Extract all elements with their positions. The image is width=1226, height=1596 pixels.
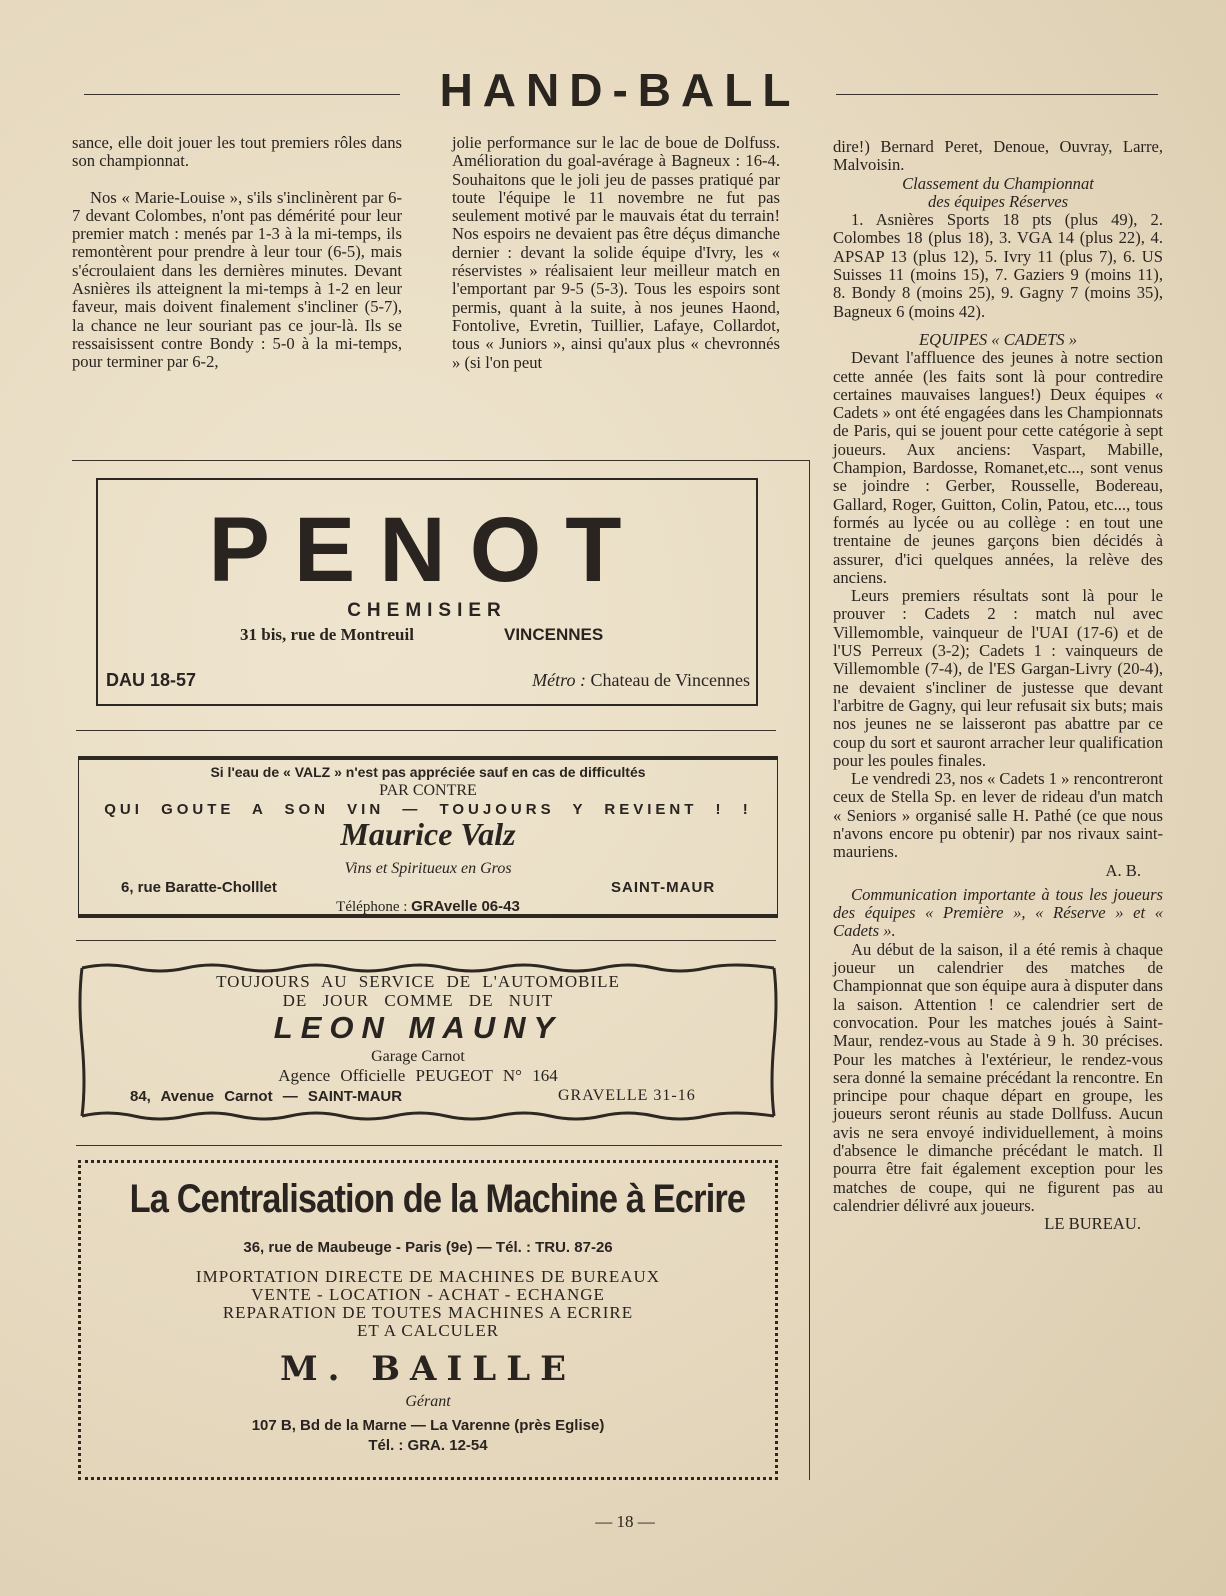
- penot-address: 31 bis, rue de Montreuil: [240, 625, 414, 644]
- column-3: [833, 138, 1163, 1234]
- signature-ab: A. B.: [1105, 860, 1141, 880]
- baille-address: 36, rue de Maubeuge - Paris (9e) — Tél. : TRU. 87-26: [243, 1239, 613, 1256]
- baille-line-1: IMPORTATION DIRECTE DE MACHINES DE BUREAUX: [195, 1267, 661, 1286]
- baille-role: Gérant: [405, 1393, 451, 1410]
- cadets-heading: EQUIPES « CADETS »: [918, 329, 1078, 349]
- ad-separator-1: [76, 730, 776, 731]
- ad-mauny: [78, 960, 778, 1124]
- valz-name: Maurice Valz: [340, 816, 516, 852]
- column-1: [72, 134, 402, 372]
- baille-addr2: 107 B, Bd de la Marne — La Varenne (près Eglise): [251, 1417, 605, 1434]
- col3-paragraph-4: Leurs premiers résultats sont là pour le prouver : Cadets 2 : match nul avec Villemomble, vainqueur de l'UAI (17-6) et de l'US Perreux (3-2); Cadets 1 : vainqueurs de Villemomble (7-4), de l'ES Gargan-Livry (20-4), ne devaient s'incliner de justesse que devant l'arbitre de Gagny, qui leur refusait six buts; mais nos jeunes ne se laisseront pas abattre par ce coup du sort et sauront arracher leur qualification pour les poules finales.: [833, 586, 1163, 770]
- mauny-line-1: TOUJOURS AU SERVICE DE L'AUTOMOBILE: [216, 972, 620, 991]
- mauny-address: 84, Avenue Carnot — SAINT-MAUR: [130, 1088, 403, 1105]
- ad-separator-3: [76, 1145, 782, 1146]
- baille-line-3: REPARATION DE TOUTES MACHINES A ECRIRE: [222, 1303, 634, 1322]
- col3-paragraph-5: Le vendredi 23, nos « Cadets 1 » rencontreront ceux de Stella Sp. en lever de rideau d'un match « Seniors » organisé salle H. Pathé (ce que nous n'avons encore pu obtenir) par nos rivaux saint-mauriens.: [833, 769, 1163, 862]
- baille-company: La Centralisation de la Machine à Ecrire: [129, 1177, 746, 1221]
- col1-paragraph-1: sance, elle doit jouer les tout premiers rôles dans son championnat.: [72, 133, 402, 171]
- valz-trade: Vins et Spiritueux en Gros: [344, 860, 512, 877]
- baille-phone2: Tél. : GRA. 12-54: [368, 1437, 488, 1454]
- ad-baille: [78, 1160, 778, 1480]
- valz-line-3: QUI GOUTE A SON VIN — TOUJOURS Y REVIENT ! !: [104, 801, 752, 818]
- valz-phone-label: Téléphone :: [336, 899, 408, 915]
- mauny-agency: Agence Officielle PEUGEOT N° 164: [278, 1066, 558, 1085]
- col3-paragraph-6: Au début de la saison, il a été remis à chaque joueur un calendrier des matches de Championnat que son équipe aura à disputer dans la saison. Attention ! ce calendrier sert de convocation. Pour les matches joués à Saint-Maur, rendez-vous au Stade à 9 h. 30 précises. Pour les matches à l'extérieur, le rendez-vous sera donné la semaine précédant la rencontre. En principe pour chaque départ en groupe, les joueurs seront réunis au stade Dollfuss. Aucun avis ne sera envoyé individuellement, à moins d'absence le dimanche précédant le match. Il pourra être fait également exception pour les matches de coupe, qui ne figurent pas au calendrier délivré aux joueurs.: [833, 939, 1163, 1215]
- baille-manager: M. BAILLE: [279, 1349, 577, 1389]
- column-2: [452, 134, 780, 372]
- baille-line-4: ET A CALCULER: [356, 1321, 500, 1340]
- ad-separator-2: [76, 940, 776, 941]
- classement-heading-1: Classement du Championnat: [902, 173, 1094, 193]
- mauny-line-2: DE JOUR COMME DE NUIT: [282, 991, 554, 1010]
- header-rule-right: [836, 94, 1158, 95]
- valz-phone-value: GRAvelle 06-43: [411, 898, 520, 915]
- penot-phone: DAU 18-57: [106, 670, 197, 690]
- classement-heading-2: des équipes Réserves: [927, 191, 1069, 211]
- ad-valz: [78, 756, 778, 918]
- col1-paragraph-2: Nos « Marie-Louise », s'ils s'inclinèrent par 6-7 devant Colombes, n'ont pas démérité pour leur premier match : menés par 1-3 à la mi-temps, ils remontèrent pour prendre à leur tour (6-5), mais s'écroulaient dans les dernières minutes. Devant Asnières ils atteignent la mi-temps à 1-2 en leur faveur, mais doivent finalement s'incliner (5-7), la chance ne leur souriant pas ce jour-là. Ils se ressaisissent contre Bondy : 5-0 à la mi-temps, pour terminer par 6-2,: [72, 187, 402, 372]
- mauny-garage: Garage Carnot: [371, 1048, 465, 1065]
- classement-list: 1. Asnières Sports 18 pts (plus 49), 2. Colombes 18 (plus 18), 3. VGA 14 (plus 22), 4. APSAP 13 (plus 12), 5. Ivry 11 (plus 7), 6. US Suisses 11 (moins 15), 7. Gaziers 9 (moins 11), 8. Bondy 8 (moins 25), 9. Gagny 7 (moins 35), Bagneux 6 (moins 42).: [833, 210, 1163, 321]
- baille-line-2: VENTE - LOCATION - ACHAT - ECHANGE: [251, 1285, 605, 1304]
- col3-paragraph-1: dire!) Bernard Peret, Denoue, Ouvray, Larre, Malvoisin.: [833, 137, 1163, 175]
- ads-top-rule: [72, 460, 810, 461]
- page-number: — 18 —: [595, 1512, 655, 1531]
- header-rule-left: [84, 94, 400, 95]
- valz-line-2: PAR CONTRE: [379, 782, 477, 799]
- penot-city: VINCENNES: [504, 625, 604, 644]
- penot-trade: CHEMISIER: [347, 600, 507, 621]
- penot-metro-label: Métro :: [532, 670, 586, 690]
- penot-name: PENOT: [208, 499, 646, 601]
- penot-metro: [532, 670, 750, 691]
- valz-line-1: Si l'eau de « VALZ » n'est pas appréciée sauf en cas de difficultés: [210, 764, 646, 780]
- page-title: HAND-BALL: [439, 64, 801, 116]
- communication-heading: Communication importante à tous les joueurs des équipes « Première », « Réserve » et « Cadets ».: [833, 884, 1163, 941]
- signature-bureau: LE BUREAU.: [1044, 1214, 1141, 1234]
- penot-metro-value: Chateau de Vincennes: [590, 670, 750, 690]
- mauny-phone: GRAVELLE 31-16: [558, 1087, 696, 1104]
- col3-paragraph-3: Devant l'affluence des jeunes à notre section cette année (les faits sont là pour contredire certaines mauvaises langues!) Deux équipes « Cadets » ont été engagées dans les Championnats de Paris, qui se jouent pour cette catégorie à sept joueurs. Aux anciens: Vaspart, Mabille, Champion, Bardosse, Romanet,etc..., sont venus se joindre : Gerber, Rousselle, Bodereau, Gallard, Roger, Guitton, Colin, Patou, etc..., tous formés au lycée ou au collège : en tout une trentaine de jeunes garçons bien décidés à assurer, d'ici quelques années, la relève des anciens.: [833, 348, 1163, 587]
- col2-paragraph-1: jolie performance sur le lac de boue de Dolfuss. Amélioration du goal-avérage à Bagneux : 16-4. Souhaitons que le joli jeu de passes pratiqué par toute l'équipe le 11 novembre ne fut pas seulement motivé par le mauvais état du terrain! Nos espoirs ne devaient pas être déçus dimanche dernier : devant la solide équipe d'Ivry, les « réservistes » réalisaient leur meilleur match en l'emportant par 9-5 (5-3). Tous les espoirs sont permis, quant à la suite, à nos jeunes Haond, Fontolive, Evretin, Tuillier, Lafaye, Collardot, tous « Juniors », ainsi qu'aux plus « chevronnés » (si l'on peut: [452, 133, 780, 372]
- mauny-name: LEON MAUNY: [273, 1010, 563, 1045]
- valz-city: SAINT-MAUR: [611, 879, 716, 896]
- valz-phone: [79, 898, 777, 916]
- column-divider: [809, 460, 810, 1480]
- ad-penot: [96, 478, 758, 706]
- valz-address: 6, rue Baratte-Cholllet: [121, 879, 277, 896]
